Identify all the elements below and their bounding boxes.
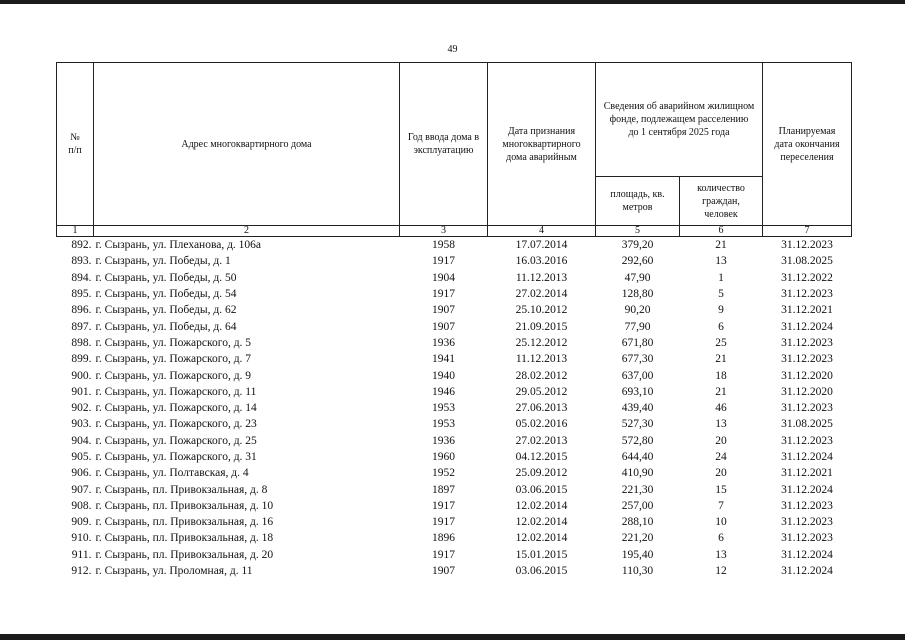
year-cell: 1946 (432, 385, 455, 398)
planned-date-cell: 31.12.2023 (781, 532, 833, 545)
residents-cell: 13 (715, 418, 727, 431)
residents-cell: 1 (718, 271, 724, 284)
column-number: 4 (488, 226, 596, 237)
recognition-date-cell: 27.02.2013 (515, 434, 568, 447)
address-cell: г. Сызрань, ул. Победы, д. 50 (95, 271, 237, 284)
table-row (57, 351, 852, 367)
planned-date-cell: 31.12.2024 (781, 483, 833, 496)
address-cell: г. Сызрань, ул. Победы, д. 64 (95, 320, 237, 333)
address-cell: г. Сызрань, пл. Привокзальная, д. 18 (95, 532, 274, 545)
recognition-date-cell: 03.06.2015 (515, 565, 568, 578)
page-number: 49 (447, 44, 458, 55)
table-row (57, 367, 852, 383)
residents-cell: 10 (715, 516, 727, 529)
table-row (57, 416, 852, 432)
recognition-date-cell: 11.12.2013 (515, 271, 568, 284)
area-cell: 527,30 (621, 418, 654, 431)
column-number: 3 (400, 226, 488, 237)
address-cell: г. Сызрань, ул. Пожарского, д. 11 (95, 385, 257, 398)
recognition-date-cell: 17.07.2014 (515, 239, 568, 252)
header-number: № п/п (57, 63, 94, 226)
year-cell: 1907 (432, 304, 455, 317)
address-cell: г. Сызрань, ул. Пожарского, д. 25 (95, 434, 257, 447)
residents-cell: 12 (715, 565, 727, 578)
year-cell: 1917 (432, 499, 455, 512)
header-planned-date: Планируемая дата окончания переселения (763, 63, 852, 226)
residents-cell: 6 (718, 532, 724, 545)
address-cell: г. Сызрань, пл. Привокзальная, д. 8 (95, 483, 268, 496)
planned-date-cell: 31.12.2024 (781, 548, 833, 561)
planned-date-cell: 31.12.2023 (781, 402, 833, 415)
row-number: 902. (71, 402, 92, 415)
address-cell: г. Сызрань, ул. Пожарского, д. 9 (95, 369, 252, 382)
area-cell: 221,20 (621, 532, 654, 545)
address-cell: г. Сызрань, ул. Пожарского, д. 14 (95, 402, 257, 415)
table-row (57, 400, 852, 416)
residents-cell: 9 (718, 304, 724, 317)
residents-cell: 5 (718, 288, 724, 301)
row-number: 904. (71, 434, 92, 447)
year-cell: 1960 (432, 451, 455, 463)
area-cell: 677,30 (621, 353, 654, 366)
area-cell: 110,30 (621, 565, 654, 578)
area-cell: 47,90 (624, 271, 651, 284)
row-number: 903. (71, 418, 92, 431)
year-cell: 1897 (432, 483, 455, 496)
recognition-date-cell: 03.06.2015 (515, 483, 568, 496)
planned-date-cell: 31.12.2023 (781, 336, 833, 349)
address-cell: г. Сызрань, ул. Победы, д. 1 (95, 255, 231, 268)
planned-date-cell: 31.12.2023 (781, 516, 833, 529)
header-emergency-housing-info: Сведения об аварийном жилищном фонде, подлежащем расселению до 1 сентября 2025 года (596, 63, 763, 177)
residents-cell: 7 (718, 499, 724, 512)
table-row (57, 433, 852, 449)
planned-date-cell: 31.08.2025 (781, 255, 833, 268)
year-cell: 1953 (432, 418, 455, 431)
table-row (57, 514, 852, 530)
table-row (57, 498, 852, 514)
row-number: 893. (71, 255, 92, 268)
table-row (57, 465, 852, 481)
residents-cell: 24 (715, 451, 727, 463)
planned-date-cell: 31.12.2021 (781, 304, 833, 317)
year-cell: 1936 (432, 434, 455, 447)
row-number: 911. (71, 548, 92, 561)
table-row (57, 335, 852, 351)
table-row (57, 270, 852, 286)
planned-date-cell: 31.12.2021 (781, 467, 833, 480)
year-cell: 1896 (432, 532, 455, 545)
area-cell: 644,40 (621, 451, 654, 463)
recognition-date-cell: 27.06.2013 (515, 402, 568, 415)
address-cell: г. Сызрань, ул. Пожарского, д. 31 (95, 451, 257, 463)
table-row (57, 253, 852, 269)
table-row (57, 237, 852, 254)
year-cell: 1917 (432, 516, 455, 529)
area-cell: 379,20 (621, 239, 654, 252)
area-cell: 292,60 (621, 255, 654, 268)
table-row (57, 302, 852, 318)
table-row (57, 318, 852, 334)
planned-date-cell: 31.12.2024 (781, 451, 833, 463)
recognition-date-cell: 29.05.2012 (515, 385, 568, 398)
residents-cell: 20 (715, 434, 727, 447)
year-cell: 1940 (432, 369, 455, 382)
scan-edge-top (0, 0, 905, 4)
row-number: 897. (71, 320, 92, 333)
recognition-date-cell: 15.01.2015 (515, 548, 568, 561)
planned-date-cell: 31.12.2023 (781, 288, 833, 301)
recognition-date-cell: 04.12.2015 (515, 451, 568, 463)
year-cell: 1907 (432, 320, 455, 333)
header-area: площадь, кв. метров (596, 177, 680, 226)
area-cell: 439,40 (621, 402, 654, 415)
row-number: 892. (71, 239, 92, 252)
recognition-date-cell: 12.02.2014 (515, 532, 568, 545)
row-number: 900. (71, 369, 92, 382)
recognition-date-cell: 28.02.2012 (515, 369, 568, 382)
row-number: 905. (71, 451, 92, 463)
table-row (57, 547, 852, 563)
residents-cell: 25 (715, 336, 727, 349)
year-cell: 1953 (432, 402, 455, 415)
planned-date-cell: 31.12.2023 (781, 434, 833, 447)
row-number: 908. (71, 499, 92, 512)
area-cell: 195,40 (621, 548, 654, 561)
header-address: Адрес многоквартирного дома (94, 63, 400, 226)
row-number: 907. (71, 483, 92, 496)
recognition-date-cell: 16.03.2016 (515, 255, 568, 268)
year-cell: 1904 (432, 271, 455, 284)
area-cell: 671,80 (621, 336, 654, 349)
recognition-date-cell: 11.12.2013 (515, 353, 568, 366)
planned-date-cell: 31.12.2024 (781, 320, 833, 333)
area-cell: 257,00 (621, 499, 654, 512)
planned-date-cell: 31.12.2020 (781, 385, 833, 398)
row-number: 909. (71, 516, 92, 529)
row-number: 912. (71, 565, 92, 578)
address-cell: г. Сызрань, пл. Привокзальная, д. 16 (95, 516, 274, 529)
recognition-date-cell: 12.02.2014 (515, 516, 568, 529)
year-cell: 1917 (432, 255, 455, 268)
address-cell: г. Сызрань, ул. Проломная, д. 11 (95, 565, 253, 578)
address-cell: г. Сызрань, ул. Победы, д. 62 (95, 304, 237, 317)
residents-cell: 21 (715, 239, 727, 252)
planned-date-cell: 31.12.2022 (781, 271, 833, 284)
recognition-date-cell: 12.02.2014 (515, 499, 568, 512)
residents-cell: 46 (715, 402, 727, 415)
scan-edge-bottom (0, 634, 905, 640)
planned-date-cell: 31.12.2023 (781, 499, 833, 512)
row-number: 906. (71, 467, 92, 480)
area-cell: 693,10 (621, 385, 654, 398)
row-number: 896. (71, 304, 92, 317)
address-cell: г. Сызрань, ул. Пожарского, д. 5 (95, 336, 252, 349)
row-number: 910. (71, 532, 92, 545)
area-cell: 637,00 (621, 369, 654, 382)
residents-cell: 18 (715, 369, 727, 382)
column-number: 6 (680, 226, 763, 237)
area-cell: 572,80 (621, 434, 654, 447)
recognition-date-cell: 25.10.2012 (515, 304, 568, 317)
emergency-housing-table (56, 62, 852, 579)
header-recognition-date: Дата признания многоквартирного дома аварийным (488, 63, 596, 226)
table-row (57, 384, 852, 400)
recognition-date-cell: 21.09.2015 (515, 320, 568, 333)
table-row (57, 563, 852, 579)
residents-cell: 15 (715, 483, 727, 496)
residents-cell: 6 (718, 320, 724, 333)
address-cell: г. Сызрань, пл. Привокзальная, д. 10 (95, 499, 274, 512)
address-cell: г. Сызрань, ул. Пожарского, д. 7 (95, 353, 252, 366)
area-cell: 221,30 (621, 483, 654, 496)
column-number: 7 (763, 226, 852, 237)
year-cell: 1917 (432, 548, 455, 561)
recognition-date-cell: 25.09.2012 (515, 467, 568, 480)
column-number: 2 (94, 226, 400, 237)
table-row (57, 530, 852, 546)
row-number: 898. (71, 336, 92, 349)
residents-cell: 20 (715, 467, 727, 480)
year-cell: 1907 (432, 565, 455, 578)
planned-date-cell: 31.12.2023 (781, 239, 833, 252)
area-cell: 288,10 (621, 516, 654, 529)
column-number: 1 (57, 226, 94, 237)
year-cell: 1952 (432, 467, 455, 480)
recognition-date-cell: 25.12.2012 (515, 336, 568, 349)
address-cell: г. Сызрань, ул. Полтавская, д. 4 (95, 467, 249, 480)
table-row (57, 449, 852, 465)
planned-date-cell: 31.12.2020 (781, 369, 833, 382)
planned-date-cell: 31.08.2025 (781, 418, 833, 431)
address-cell: г. Сызрань, ул. Победы, д. 54 (95, 288, 237, 301)
area-cell: 410,90 (621, 467, 654, 480)
area-cell: 128,80 (621, 288, 654, 301)
address-cell: г. Сызрань, пл. Привокзальная, д. 20 (95, 548, 274, 561)
residents-cell: 21 (715, 353, 727, 366)
row-number: 899. (71, 353, 92, 366)
recognition-date-cell: 27.02.2014 (515, 288, 568, 301)
address-cell: г. Сызрань, ул. Пожарского, д. 23 (95, 418, 257, 431)
row-number: 894. (71, 271, 92, 284)
table-row (57, 286, 852, 302)
header-residents: количество граждан, человек (680, 177, 763, 226)
row-number: 895. (71, 288, 92, 301)
table-row (57, 481, 852, 497)
row-number: 901. (71, 385, 92, 398)
area-cell: 90,20 (624, 304, 651, 317)
residents-cell: 13 (715, 548, 727, 561)
area-cell: 77,90 (624, 320, 651, 333)
header-year: Год ввода дома в эксплуатацию (400, 63, 488, 226)
year-cell: 1958 (432, 239, 455, 252)
address-cell: г. Сызрань, ул. Плеханова, д. 106а (95, 239, 262, 252)
recognition-date-cell: 05.02.2016 (515, 418, 568, 431)
planned-date-cell: 31.12.2023 (781, 353, 833, 366)
column-number: 5 (596, 226, 680, 237)
year-cell: 1917 (432, 288, 455, 301)
residents-cell: 13 (715, 255, 727, 268)
residents-cell: 21 (715, 385, 727, 398)
year-cell: 1936 (432, 336, 455, 349)
planned-date-cell: 31.12.2024 (781, 565, 833, 578)
year-cell: 1941 (432, 353, 455, 366)
